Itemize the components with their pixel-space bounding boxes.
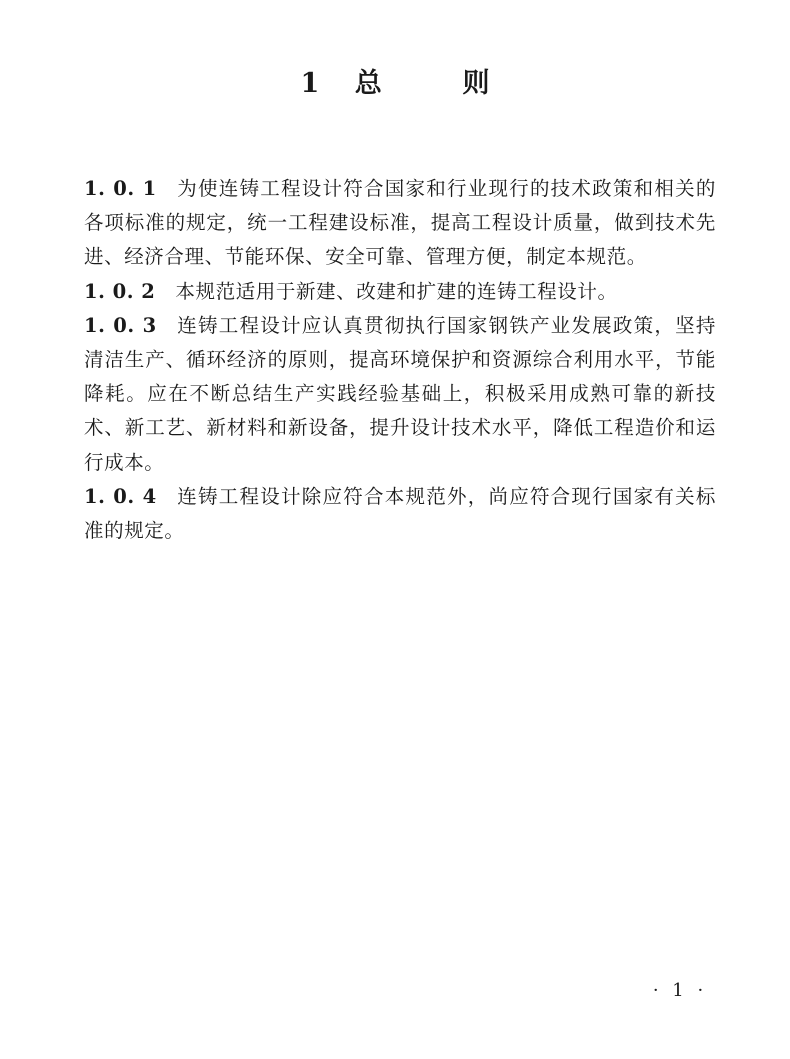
- clause-1-0-1: [84, 172, 716, 275]
- clause-number: 1. 0. 2: [84, 279, 156, 303]
- chapter-title-char-1: 总: [354, 68, 382, 99]
- chapter-number: 1: [300, 68, 320, 99]
- clause-1-0-2: [84, 275, 716, 309]
- clause-number: 1. 0. 3: [84, 313, 157, 337]
- chapter-title-char-2: 则: [462, 68, 490, 99]
- page-number: · 1 ·: [652, 980, 708, 1001]
- clause-number: 1. 0. 4: [84, 484, 157, 508]
- clause-number: 1. 0. 1: [84, 177, 157, 200]
- clause-text: 连铸工程设计应认真贯彻执行国家钢铁产业发展政策，坚持清洁生产、循环经济的原则，提高环境保护和资源综合利用水平，节能降耗。应在不断总结生产实践经验基础上，积极采用成熟可靠的新技术、新工艺、新材料和新设备，提升设计技术水平，降低工程造价和运行成本。: [84, 313, 716, 474]
- clause-1-0-4: [84, 480, 716, 548]
- clause-text: 为使连铸工程设计符合国家和行业现行的技术政策和相关的各项标准的规定，统一工程建设标准，提高工程设计质量，做到技术先进、经济合理、节能环保、安全可靠、管理方便，制定本规范。: [84, 177, 716, 269]
- clause-text: 连铸工程设计除应符合本规范外，尚应符合现行国家有关标准的规定。: [84, 484, 716, 543]
- chapter-title: [0, 62, 790, 106]
- clause-1-0-3: [84, 309, 716, 480]
- clauses-body: [84, 172, 716, 548]
- clause-text: 本规范适用于新建、改建和扩建的连铸工程设计。: [175, 279, 618, 303]
